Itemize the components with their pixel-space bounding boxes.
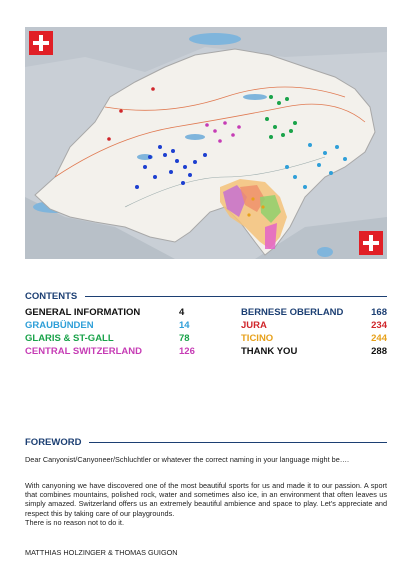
foreword-header [25,435,387,449]
swiss-flag-icon [359,231,383,255]
contents-rule [85,296,387,297]
toc-item-thank-you[interactable]: THANK YOU 288 [241,346,387,357]
contents-header [25,289,387,303]
foreword-paragraph-3: There is no reason not to do it. [25,517,124,527]
foreword-intro [25,455,387,464]
toc-item-central-switzerland[interactable]: CENTRAL SWITZERLAND 126 [25,346,195,357]
foreword-rule [89,442,387,443]
foreword-signature [25,548,387,557]
foreword-title: FOREWORD [25,436,82,448]
toc-item-ticino[interactable]: TICINO 244 [241,333,387,344]
foreword-paragraph-1: Dear Canyonist/Canyoneer/Schluchtler or whatever the correct naming in your language might be…. [25,455,350,464]
contents-title: CONTENTS [25,290,78,302]
toc-item-glaris-st-gall[interactable]: GLARIS & ST-GALL 78 [25,333,190,344]
map-graphic [25,27,387,259]
toc-item-general-information[interactable]: GENERAL INFORMATION 4 [25,307,185,318]
switzerland-map [25,27,387,259]
foreword-paragraph-2: With canyoning we have discovered one of the most beautiful sports for us and made it to our passion. A sport that combines mountains, polished rock, water and sometimes also ice, in an environment that often leaves us simply amazed. Switzerland offers us an extremely beautiful ambience and space to play. Let's appreciate and respect this by taking care of our playgrounds. [25,481,387,518]
toc-item-bernese-oberland[interactable]: BERNESE OBERLAND 168 [241,307,387,318]
toc-item-jura[interactable]: JURA 234 [241,320,387,331]
signature-text: MATTHIAS HOLZINGER & THOMAS GUIGON [25,548,178,557]
foreword-body [25,481,387,527]
toc-item-graubunden[interactable]: GRAUBÜNDEN 14 [25,320,190,331]
swiss-flag-icon [29,31,53,55]
